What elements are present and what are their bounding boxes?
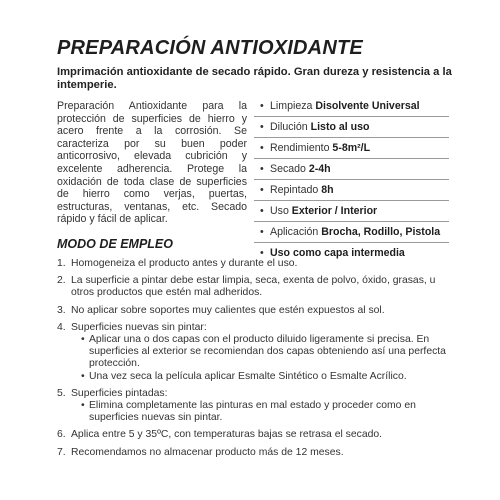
property-value: Brocha, Rodillo, Pistola (321, 226, 441, 238)
step-number: 3. (57, 304, 66, 316)
step-text: Superficies nuevas sin pintar: (71, 321, 207, 333)
step-sublist (71, 334, 457, 383)
section-title-usage: MODO DE EMPLEO (57, 237, 173, 251)
properties-list (254, 96, 449, 263)
step-text: Recomendamos no almacenar producto más de 12 meses. (71, 446, 344, 458)
property-label: Dilución (270, 121, 311, 133)
usage-step (57, 322, 457, 383)
property-item (254, 138, 449, 159)
property-value: Exterior / Interior (291, 205, 378, 217)
step-subitem (81, 400, 457, 424)
step-subitem (81, 371, 457, 383)
bullet-icon: • (260, 100, 264, 112)
bullet-icon: • (81, 400, 85, 412)
property-label: Repintado (270, 184, 322, 196)
property-item (254, 117, 449, 138)
step-text: Superficies pintadas: (71, 387, 168, 399)
property-item (254, 159, 449, 180)
property-label: Aplicación (270, 226, 322, 238)
step-number: 7. (57, 446, 66, 458)
usage-step (57, 275, 457, 299)
usage-step (57, 388, 457, 425)
step-number: 1. (57, 258, 66, 269)
property-item (254, 96, 449, 117)
usage-step (57, 447, 457, 459)
step-text: Aplica entre 5 y 35ºC, con temperaturas bajas se retrasa el secado. (71, 429, 383, 441)
step-text: Homogeneiza el producto antes y durante el uso. (71, 258, 298, 269)
property-item (254, 201, 449, 222)
property-value: Listo al uso (310, 121, 370, 133)
product-description: Preparación Antioxidante para la protección de superficies de hierro y acero frente a la corrosión. Se caracteriza por su buen poder anticorrosivo, elevada cubrición y excelente adherencia. Protege la oxidación de toda clase de superficies de hierro como verjas, puertas, estructuras, ventanas, etc. Secado rápido y fácil de aplicar. (57, 100, 247, 226)
property-label: Uso (270, 205, 292, 217)
page-title: PREPARACIÓN ANTIOXIDANTE (57, 37, 363, 59)
usage-step (57, 258, 457, 270)
property-value: Disolvente Universal (315, 100, 420, 112)
property-item (254, 222, 449, 243)
bullet-icon: • (260, 121, 264, 133)
step-subitem-text: Aplicar una o dos capas con el producto diluido ligeramente si precisa. En superficies al exterior se recomiendan dos capas obteniendo así una perfecta protección. (89, 334, 446, 370)
property-label: Secado (270, 163, 309, 175)
bullet-icon: • (260, 205, 264, 217)
usage-step (57, 305, 457, 317)
step-number: 2. (57, 275, 66, 287)
step-text: No aplicar sobre soportes muy calientes que estén expuestos al sol. (71, 304, 385, 316)
property-label: Limpieza (270, 100, 316, 112)
step-subitem (81, 334, 457, 371)
step-sublist (71, 400, 457, 424)
step-number: 6. (57, 429, 66, 441)
property-item (254, 180, 449, 201)
bullet-icon: • (81, 334, 85, 346)
bullet-icon: • (260, 163, 264, 175)
step-text: La superficie a pintar debe estar limpia, seca, exenta de polvo, óxido, grasas, u otros productos que estén mal adheridos. (71, 275, 436, 299)
product-subtitle: Imprimación antioxidante de secado rápido. Gran dureza y resistencia a la intemperie. (57, 66, 452, 91)
bullet-icon: • (81, 370, 85, 382)
property-value: 2-4h (308, 163, 331, 175)
usage-steps-list (57, 258, 457, 464)
property-value: 8h (321, 184, 334, 196)
usage-step (57, 429, 457, 441)
step-subitem-text: Una vez seca la película aplicar Esmalte Sintético o Esmalte Acrílico. (89, 370, 407, 382)
step-number: 5. (57, 387, 66, 399)
property-label: Uso como capa intermedia (270, 247, 405, 259)
bullet-icon: • (260, 184, 264, 196)
step-number: 4. (57, 321, 66, 333)
property-label: Rendimiento (270, 142, 333, 154)
bullet-icon: • (260, 142, 264, 154)
step-subitem-text: Elimina completamente las pinturas en mal estado y proceder como en superficies nuevas sin pintar. (89, 400, 416, 424)
property-value: 5-8m²/L (332, 142, 371, 154)
bullet-icon: • (260, 226, 264, 238)
bullet-icon: • (260, 247, 264, 259)
